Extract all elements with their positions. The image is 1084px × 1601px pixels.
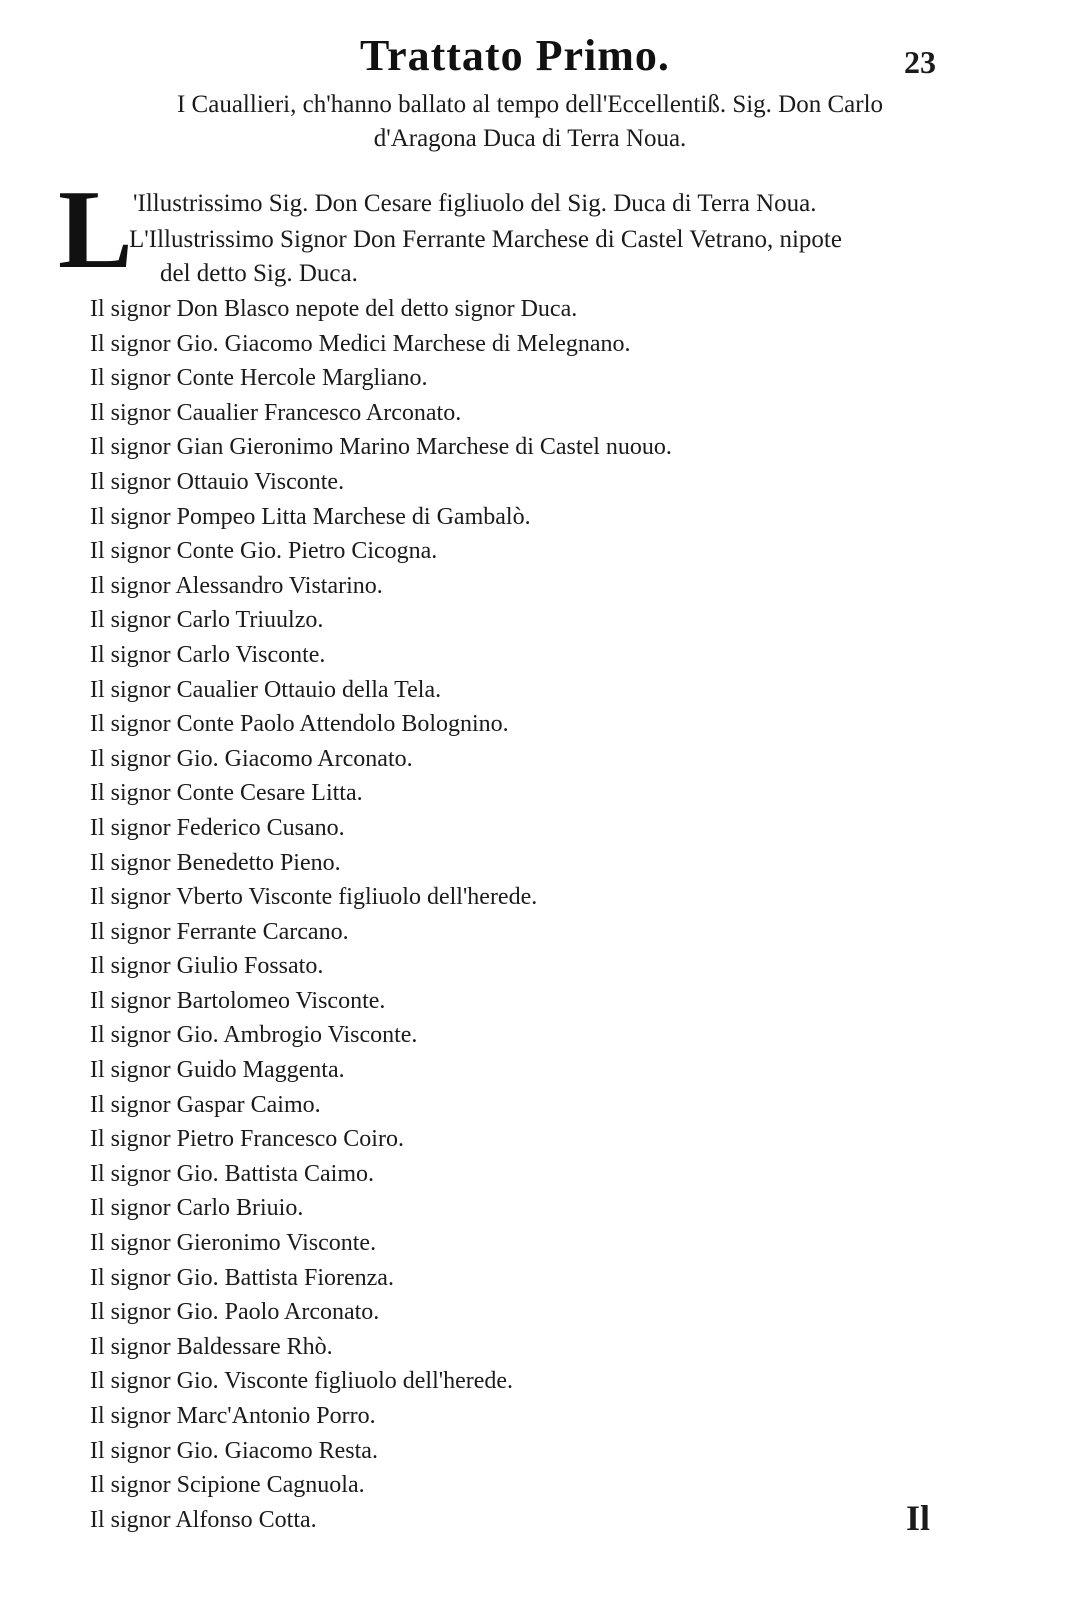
- list-item: Il signor Caualier Francesco Arconato.: [90, 399, 462, 426]
- list-item: Il signor Marc'Antonio Porro.: [90, 1403, 376, 1429]
- heading-line-2: d'Aragona Duca di Terra Noua.: [373, 125, 687, 152]
- list-item: Il signor Pompeo Litta Marchese di Gambalò.: [90, 503, 531, 530]
- list-item: Il signor Carlo Briuio.: [90, 1195, 304, 1222]
- list-item: Il signor Federico Cusano.: [90, 814, 345, 841]
- list-item: Il signor Conte Gio. Pietro Cicogna.: [90, 538, 438, 565]
- list-item: Il signor Gieronimo Visconte.: [90, 1230, 377, 1257]
- list-item: Il signor Gio. Giacomo Resta.: [90, 1437, 378, 1464]
- intro-line-3: del detto Sig. Duca.: [160, 260, 358, 287]
- list-item: Il signor Pietro Francesco Coiro.: [90, 1126, 404, 1153]
- list-item: Il signor Conte Paolo Attendolo Bolognino.: [90, 711, 509, 738]
- list-item: Il signor Conte Hercole Margliano.: [90, 365, 428, 392]
- list-item: Il signor Gio. Giacomo Arconato.: [90, 745, 413, 772]
- list-item: Il signor Gio. Ambrogio Visconte.: [90, 1022, 418, 1049]
- list-item: Il signor Ferrante Carcano.: [90, 918, 349, 945]
- list-item: Il signor Giulio Fossato.: [90, 953, 324, 980]
- list-item: Il signor Vberto Visconte figliuolo dell'herede.: [90, 884, 538, 911]
- heading-line-1: I Cauallieri, ch'hanno ballato al tempo dell'Eccellentiß. Sig. Don Carlo: [176, 91, 884, 118]
- drop-capital: L: [58, 168, 133, 292]
- page-number: 23: [904, 44, 936, 80]
- list-item: Il signor Caualier Ottauio della Tela.: [90, 676, 442, 703]
- list-item: Il signor Gio. Battista Fiorenza.: [90, 1264, 394, 1291]
- list-item: Il signor Carlo Visconte.: [90, 641, 326, 668]
- intro-line-1: 'Illustrissimo Sig. Don Cesare figliuolo del Sig. Duca di Terra Noua.: [133, 190, 817, 217]
- list-item: Il signor Baldessare Rhò.: [90, 1333, 333, 1360]
- list-item: Il signor Gio. Battista Caimo.: [90, 1160, 374, 1187]
- section-heading: [90, 88, 970, 156]
- list-item: Il signor Alfonso Cotta.: [90, 1506, 317, 1533]
- list-item: Il signor Gaspar Caimo.: [90, 1091, 321, 1118]
- list-item: Il signor Benedetto Pieno.: [90, 849, 341, 876]
- list-item: Il signor Alessandro Vistarino.: [90, 572, 383, 599]
- list-item: Il signor Carlo Triuulzo.: [90, 607, 324, 634]
- list-item: Il signor Gio. Visconte figliuolo dell'herede.: [90, 1368, 514, 1395]
- catchword: Il: [906, 1498, 931, 1538]
- list-item: Il signor Don Blasco nepote del detto signor Duca.: [90, 296, 578, 322]
- intro-line-2: L'Illustrissimo Signor Don Ferrante Marchese di Castel Vetrano, nipote: [129, 226, 842, 253]
- list-item: Il signor Gian Gieronimo Marino Marchese di Castel nuouo.: [90, 434, 672, 461]
- list-item: Il signor Gio. Paolo Arconato.: [90, 1299, 380, 1326]
- list-item: Il signor Guido Maggenta.: [90, 1057, 345, 1084]
- cavalier-list: [90, 292, 672, 1537]
- list-item: Il signor Conte Cesare Litta.: [90, 780, 363, 807]
- running-head-title: Trattato Primo.: [360, 31, 670, 80]
- list-item: Il signor Scipione Cagnuola.: [90, 1472, 365, 1499]
- list-item: Il signor Gio. Giacomo Medici Marchese di Melegnano.: [90, 330, 631, 357]
- list-item: Il signor Ottauio Visconte.: [90, 468, 345, 495]
- list-item: Il signor Bartolomeo Visconte.: [90, 987, 386, 1014]
